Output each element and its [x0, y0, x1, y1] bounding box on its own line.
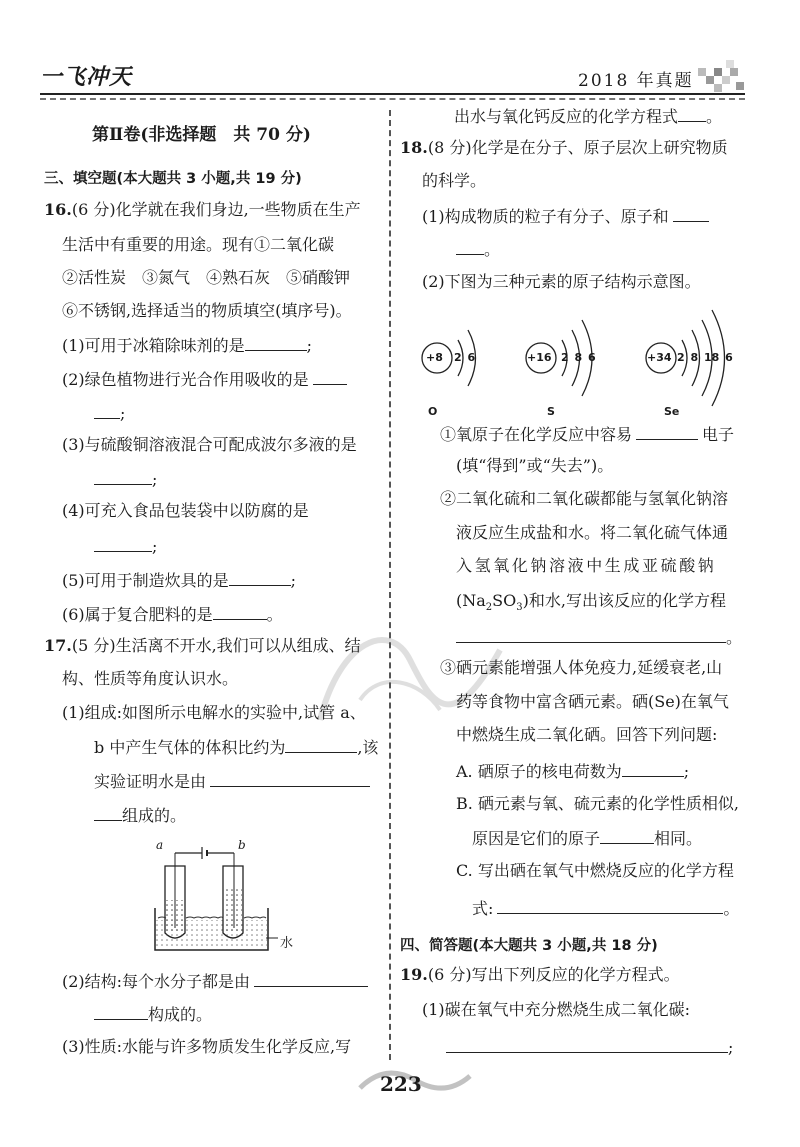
q18-C2-text: 式:	[472, 899, 494, 918]
q18-c3b: 药等食物中富含硒元素。硒(Se)在氧气	[456, 692, 729, 711]
formula-so: SO	[492, 591, 517, 610]
q17-sub3-cont-text: 出水与氧化钙反应的化学方程式	[454, 107, 679, 126]
answer-blank[interactable]	[94, 1005, 148, 1020]
q17-sub3: (3)性质:水能与许多物质发生化学反应,写	[62, 1037, 352, 1056]
sulfur-nucleus-charge: +16	[527, 351, 552, 364]
column-divider	[389, 110, 391, 1060]
exam-year-title: 2018 年真题	[578, 71, 694, 91]
q18-line1	[400, 140, 728, 156]
selenium-nucleus-charge: +34	[647, 351, 672, 364]
sulfur-electron-config: 2 8 6	[561, 351, 596, 364]
q16-sub3: (3)与硫酸铜溶液混合可配成波尔多液的是	[62, 435, 357, 454]
answer-blank[interactable]	[229, 571, 291, 586]
q18-c3c: 中燃烧生成二氧化硒。回答下列问题:	[456, 725, 718, 744]
q18-c2c: 入氢氧化钠溶液中生成亚硫酸钠	[456, 556, 717, 575]
q18-c3a: ③硒元素能增强人体免疫力,延缓衰老,山	[440, 658, 723, 677]
q18-c2a: ②二氧化硫和二氧化碳都能与氢氧化钠溶	[440, 489, 729, 508]
q17-sub1b	[94, 738, 378, 756]
q17-sub1a: (1)组成:如图所示电解水的实验中,试管 a、	[62, 703, 366, 722]
q17-sub1d-text: 组成的。	[122, 806, 187, 825]
q19-text: (6 分)写出下列反应的化学方程式。	[427, 965, 680, 984]
answer-blank[interactable]	[456, 628, 726, 643]
answer-blank[interactable]	[94, 806, 122, 821]
q18-number: 18.	[400, 138, 428, 157]
q17-sub2b	[94, 1005, 212, 1023]
formula-na: (Na	[456, 591, 486, 610]
q18-sub1-text: (1)构成物质的粒子有分子、原子和	[422, 207, 669, 226]
q16-sub1-text: (1)可用于冰箱除味剂的是	[62, 336, 245, 355]
q16-sub4: (4)可充入食品包装袋中以防腐的是	[62, 501, 309, 520]
q16-sub3-cont: ;	[94, 470, 157, 488]
q18-c1a	[440, 425, 734, 443]
section-title: 第Ⅱ卷(非选择题 共 70 分)	[92, 125, 311, 145]
q17-sub1d	[94, 806, 186, 824]
answer-blank[interactable]	[213, 605, 267, 620]
q17-sub1b-post: ,该	[357, 738, 379, 757]
q16-sub1: (1)可用于冰箱除味剂的是 ;	[62, 336, 313, 355]
q18-C1: C. 写出硒在氧气中燃烧反应的化学方程	[456, 861, 734, 880]
q18-B1: B. 硒元素与氧、硫元素的化学性质相似,	[456, 794, 740, 813]
q18-text: (8 分)化学是在分子、原子层次上研究物质	[427, 138, 728, 157]
q18-A-text: A. 硒原子的核电荷数为	[456, 762, 622, 781]
q16-number: 16.	[44, 200, 72, 219]
oxygen-symbol: O	[428, 405, 438, 418]
selenium-electron-config: 2 8 18 6	[677, 351, 733, 364]
header-rule	[40, 93, 745, 95]
q18-c1a-text: ①氧原子在化学反应中容易	[440, 425, 633, 444]
answer-blank[interactable]	[94, 470, 152, 485]
water-label: 水	[280, 936, 294, 951]
answer-blank[interactable]	[446, 1038, 728, 1053]
oxygen-electron-config: 2 6	[454, 351, 476, 364]
answer-blank[interactable]	[94, 537, 152, 552]
q19-sub1-answer: ;	[446, 1038, 733, 1056]
q18-B2-post: 相同。	[654, 829, 703, 848]
q17-number: 17.	[44, 636, 72, 655]
answer-blank[interactable]	[254, 972, 368, 987]
brand-logo: 一飞冲天	[40, 65, 133, 90]
q17-sub2b-text: 构成的。	[148, 1005, 213, 1024]
tube-label-a: a	[156, 838, 164, 852]
answer-blank[interactable]	[285, 738, 357, 753]
formula-sub-2: 2	[485, 602, 493, 614]
page-number: 223	[380, 1072, 422, 1096]
q19-sub1: (1)碳在氧气中充分燃烧生成二氧化碳:	[422, 1000, 691, 1019]
header-dashed-rule	[40, 98, 745, 100]
q16-sub6: (6)属于复合肥料的是 。	[62, 605, 283, 624]
q17-line1	[44, 638, 361, 654]
sulfur-symbol: S	[547, 405, 555, 418]
q18-c2d	[456, 593, 726, 616]
part3-title: 三、填空题(本大题共 3 小题,共 19 分)	[44, 171, 302, 187]
answer-blank[interactable]	[456, 240, 484, 255]
answer-blank[interactable]	[636, 425, 698, 440]
answer-blank[interactable]	[622, 762, 684, 777]
tube-label-b: b	[238, 838, 246, 852]
q18-C2: 式: 。	[472, 899, 740, 918]
checkered-decoration	[698, 60, 744, 92]
q16-sub5: (5)可用于制造炊具的是 ;	[62, 571, 297, 590]
q17-sub1b-text: b 中产生气体的体积比约为	[94, 738, 286, 757]
q16-sub6-text: (6)属于复合肥料的是	[62, 605, 213, 624]
q18-c2b: 液反应生成盐和水。将二氧化硫气体通	[456, 523, 729, 542]
q16-line4: ⑥不锈钢,选择适当的物质填空(填序号)。	[62, 301, 352, 320]
q16-line1	[44, 202, 361, 218]
q19-number: 19.	[400, 965, 428, 984]
q16-sub4-cont: ;	[94, 537, 157, 555]
q18-line2: 的科学。	[422, 171, 487, 190]
q16-sub5-text: (5)可用于制造炊具的是	[62, 571, 229, 590]
q18-c2e: 。	[456, 628, 742, 646]
q18-c1b: (填“得到”或“失去”)。	[456, 456, 614, 475]
q17-sub1c	[94, 772, 370, 790]
answer-blank[interactable]	[673, 207, 709, 222]
q17-sub1c-text: 实验证明水是由	[94, 772, 207, 791]
answer-blank[interactable]	[94, 404, 120, 419]
electrolysis-apparatus-figure	[150, 838, 290, 956]
q18-sub1	[422, 207, 709, 225]
q16-line3: ②活性炭 ③氮气 ④熟石灰 ⑤硝酸钾	[62, 268, 351, 287]
q18-c1a-post: 电子	[702, 425, 735, 444]
q17-line2: 构、性质等角度认识水。	[62, 669, 239, 688]
q17-sub3-cont: 出水与氧化钙反应的化学方程式 。	[454, 107, 723, 126]
answer-blank[interactable]	[678, 107, 706, 122]
q19-line1	[400, 967, 680, 983]
part4-title: 四、简答题(本大题共 3 小题,共 18 分)	[400, 938, 658, 954]
q16-line2: 生活中有重要的用途。现有①二氧化碳	[62, 235, 335, 254]
q16-sub2	[62, 370, 347, 388]
q18-A: A. 硒原子的核电荷数为 ;	[456, 762, 690, 781]
answer-blank[interactable]	[210, 772, 370, 787]
q16-sub2-cont: ;	[94, 404, 125, 422]
q18-c2d-text: )和水,写出该反应的化学方程	[522, 591, 726, 610]
q18-B2-text: 原因是它们的原子	[472, 829, 601, 848]
formula-sub-3: 3	[516, 602, 523, 614]
q18-B2	[472, 829, 702, 847]
answer-blank[interactable]	[600, 829, 654, 844]
answer-blank[interactable]	[313, 370, 347, 385]
q18-sub2: (2)下图为三种元素的原子结构示意图。	[422, 272, 701, 291]
answer-blank[interactable]	[245, 336, 307, 351]
q18-sub1-cont: 。	[456, 240, 500, 258]
answer-blank[interactable]	[497, 899, 723, 914]
q17-sub2a-text: (2)结构:每个水分子都是由	[62, 972, 251, 991]
q16-sub2-text: (2)绿色植物进行光合作用吸收的是	[62, 370, 309, 389]
selenium-symbol: Se	[664, 405, 680, 418]
q17-text: (5 分)生活离不开水,我们可以从组成、结	[71, 636, 361, 655]
oxygen-nucleus-charge: +8	[426, 351, 443, 364]
q17-sub2a	[62, 972, 368, 990]
q16-text: (6 分)化学就在我们身边,一些物质在生产	[71, 200, 361, 219]
